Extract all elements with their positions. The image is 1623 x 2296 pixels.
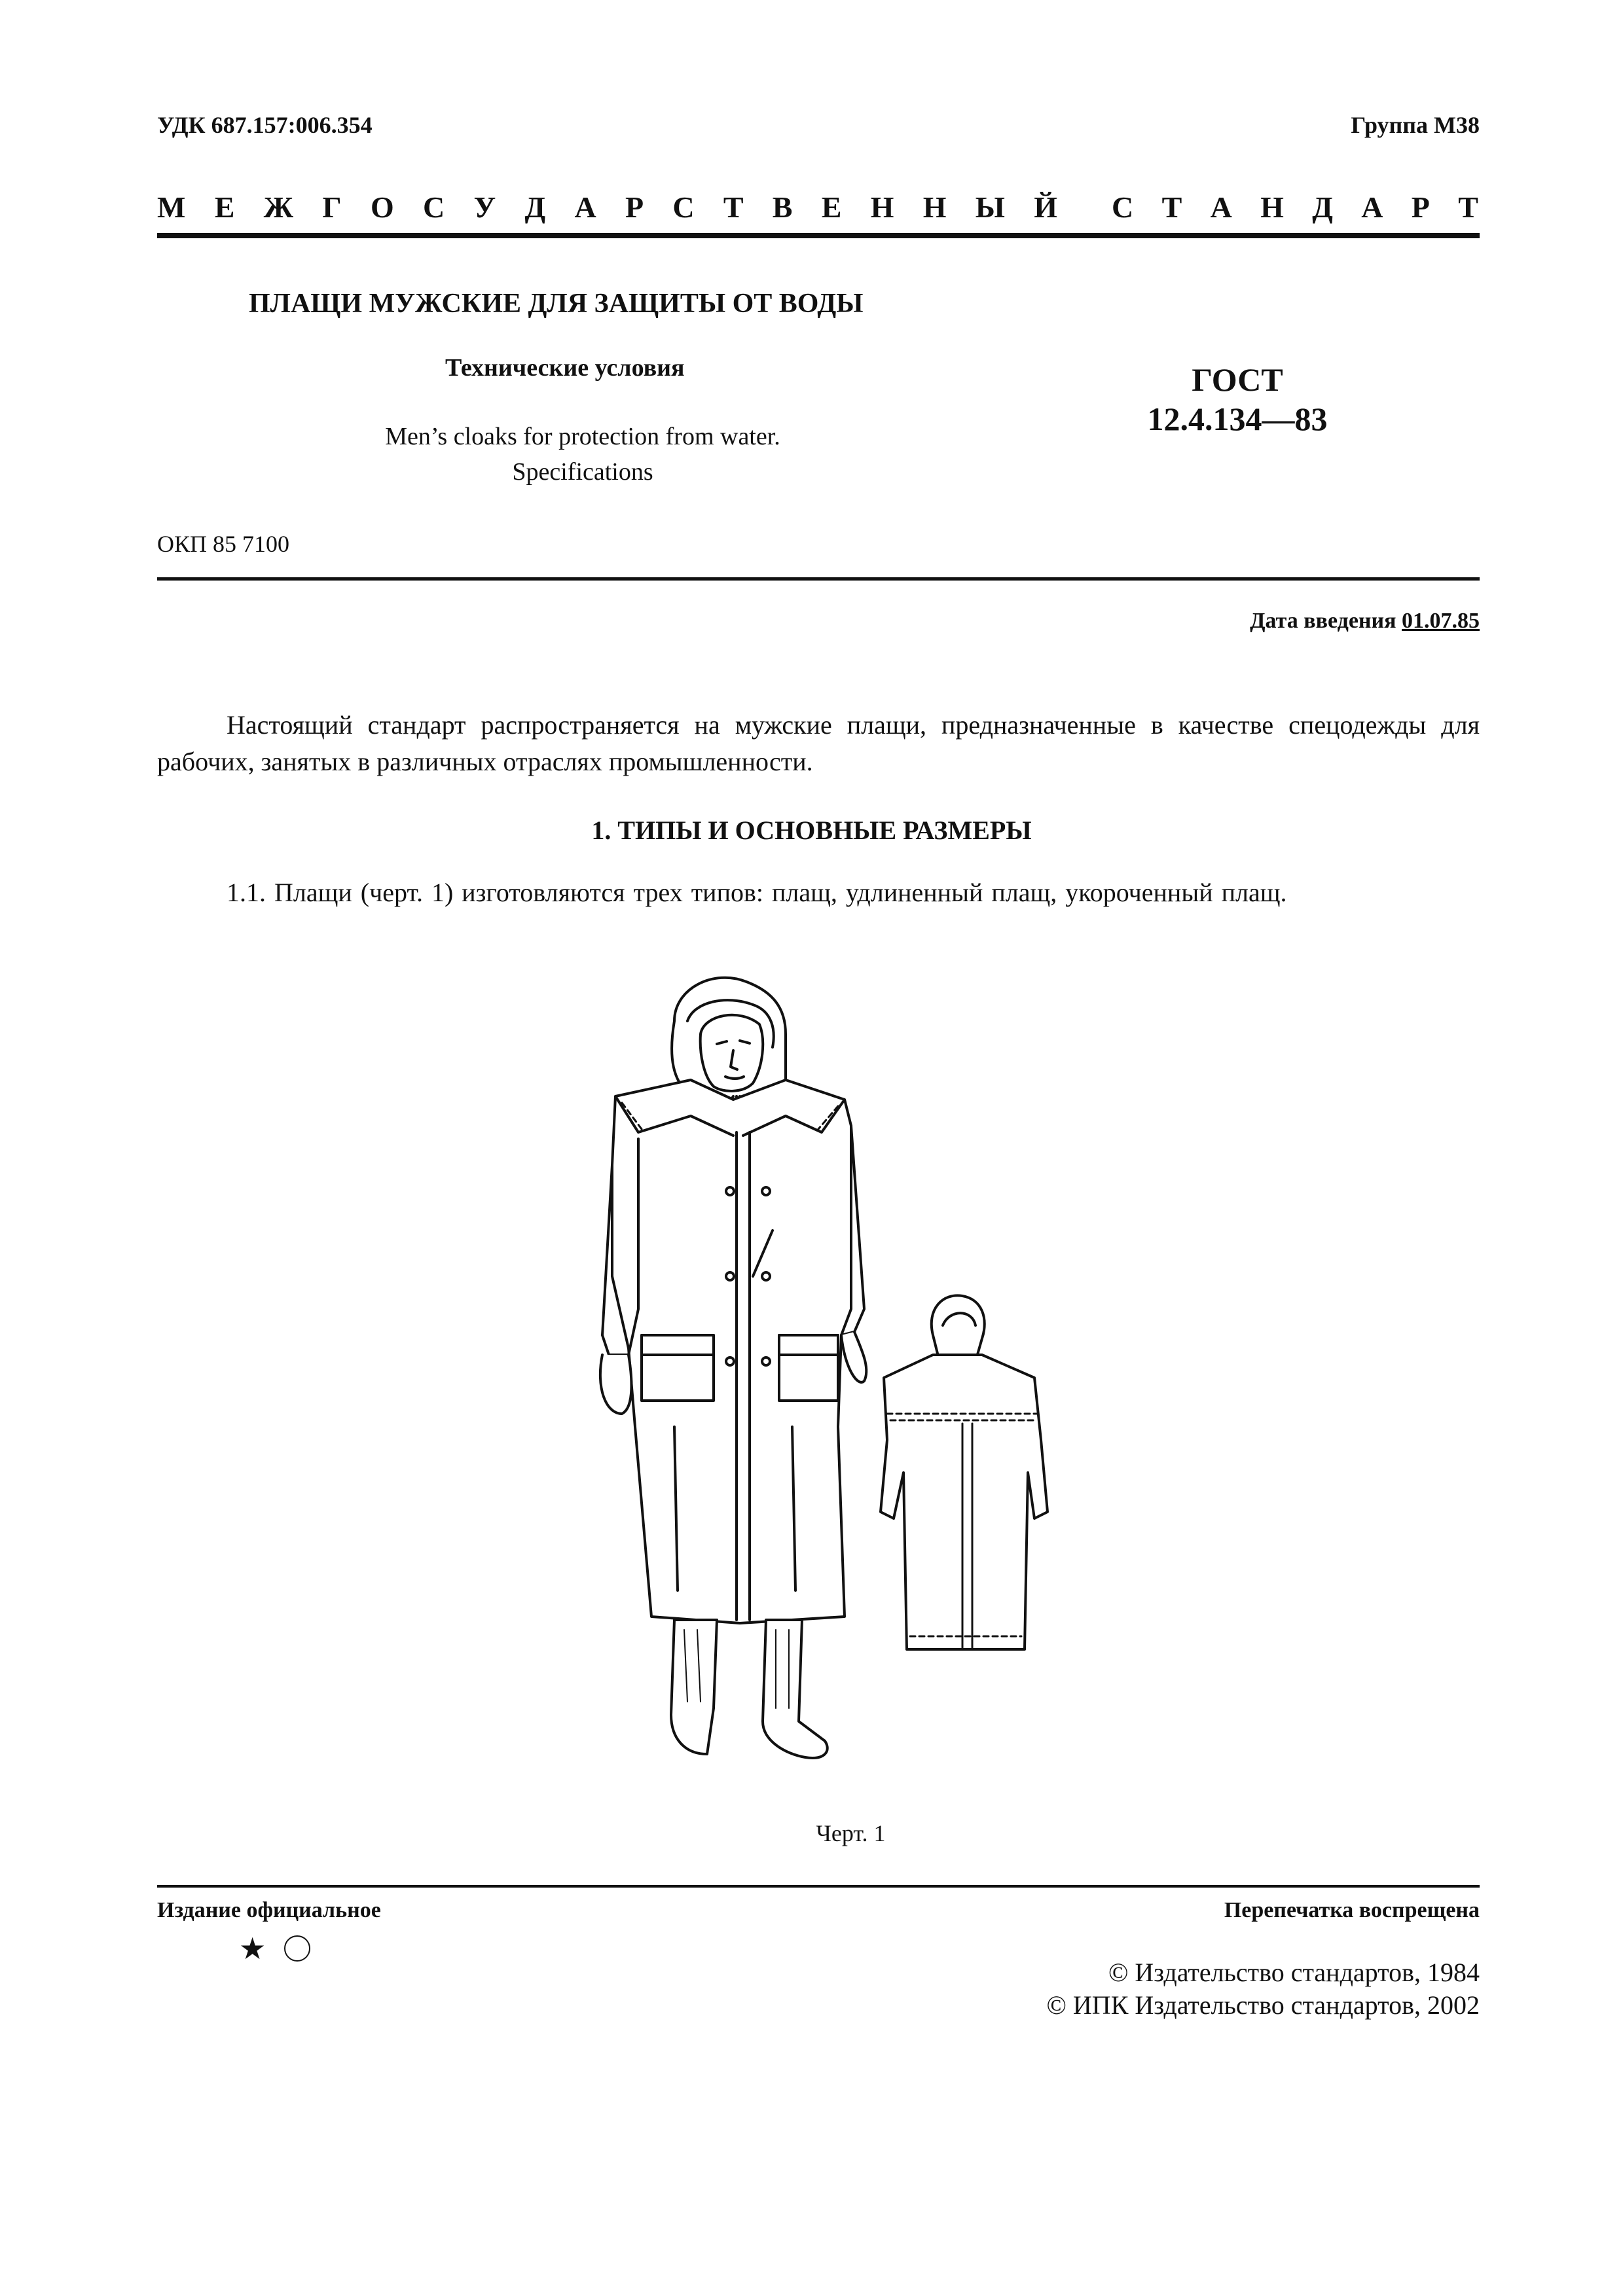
gost-number: 12.4.134—83 [1147, 401, 1328, 437]
english-title-line-2: Specifications [512, 458, 653, 486]
banner-rule [157, 233, 1480, 238]
banner-letter: С [1112, 190, 1134, 224]
circle-icon [284, 1935, 310, 1962]
banner-letter: О [370, 190, 394, 224]
gost-designation [1139, 360, 1336, 439]
banner-letter: Е [214, 190, 235, 224]
effective-date [1250, 609, 1480, 634]
banner-letter: Т [1161, 190, 1182, 224]
header-rule [157, 577, 1480, 581]
banner-letter: Т [1458, 190, 1478, 224]
document-title: ПЛАЩИ МУЖСКИЕ ДЛЯ ЗАЩИТЫ ОТ ВОДЫ [249, 289, 864, 319]
banner-letter: Е [821, 190, 842, 224]
udk-code: УДК 687.157:006.354 [157, 112, 373, 138]
copyright-1984: © Издательство стандартов, 1984 [1108, 1958, 1480, 1987]
banner-letter: Н [870, 190, 894, 224]
reprint-prohibited-label: Перепечатка воспрещена [1224, 1898, 1480, 1922]
banner-letter: А [574, 190, 596, 224]
figure-caption: Черт. 1 [816, 1820, 886, 1846]
clause-1-1: 1.1. Плащи (черт. 1) изготовляются трех типов: плащ, удлиненный плащ, укороченный плащ. [227, 878, 1287, 907]
edition-marks [239, 1931, 310, 1966]
banner-letter: Й [1034, 190, 1057, 224]
section-heading: 1. ТИПЫ И ОСНОВНЫЕ РАЗМЕРЫ [591, 816, 1032, 845]
banner-word-interstate [157, 190, 1057, 224]
banner-letter: Т [723, 190, 744, 224]
date-value: 01.07.85 [1402, 609, 1480, 633]
banner-letter: Ж [263, 190, 294, 224]
banner-letter: Д [524, 190, 546, 224]
english-title-line-1: Men’s cloaks for protection from water. [385, 423, 780, 450]
banner-letter: Н [922, 190, 947, 224]
banner-letter: Г [322, 190, 342, 224]
banner-letter: Р [1411, 190, 1430, 224]
banner-letter: А [1361, 190, 1383, 224]
footer-rule [157, 1885, 1480, 1888]
english-title [314, 419, 851, 490]
okp-code: ОКП 85 7100 [157, 531, 290, 557]
gost-label: ГОСТ [1192, 361, 1283, 398]
intro-paragraph: Настоящий стандарт распространяется на мужские плащи, предназначенные в качестве спецодежды для рабочих, занятых в различных отраслях промышленности. [157, 710, 1480, 776]
banner-letter: С [672, 190, 695, 224]
banner-letter: Н [1260, 190, 1284, 224]
banner-letter: С [422, 190, 445, 224]
banner-letter: Р [625, 190, 644, 224]
cloak-illustration [576, 969, 1074, 1780]
banner-letter: В [772, 190, 793, 224]
back-view-figure [881, 1295, 1048, 1649]
date-label: Дата введения [1250, 609, 1396, 633]
banner-letter: М [157, 190, 186, 224]
copyright-2002: © ИПК Издательство стандартов, 2002 [1046, 1990, 1480, 2020]
banner-letter: А [1210, 190, 1232, 224]
banner-letter: У [473, 190, 496, 224]
official-edition-label: Издание официальное [157, 1898, 381, 1922]
standard-banner [157, 190, 1478, 224]
group-code: Группа М38 [1351, 112, 1480, 138]
banner-word-standard [1112, 190, 1478, 224]
star-icon: ★ [239, 1932, 266, 1965]
banner-letter: Ы [975, 190, 1005, 224]
banner-letter: Д [1312, 190, 1333, 224]
document-subtitle: Технические условия [445, 354, 685, 382]
front-view-figure [600, 978, 866, 1758]
